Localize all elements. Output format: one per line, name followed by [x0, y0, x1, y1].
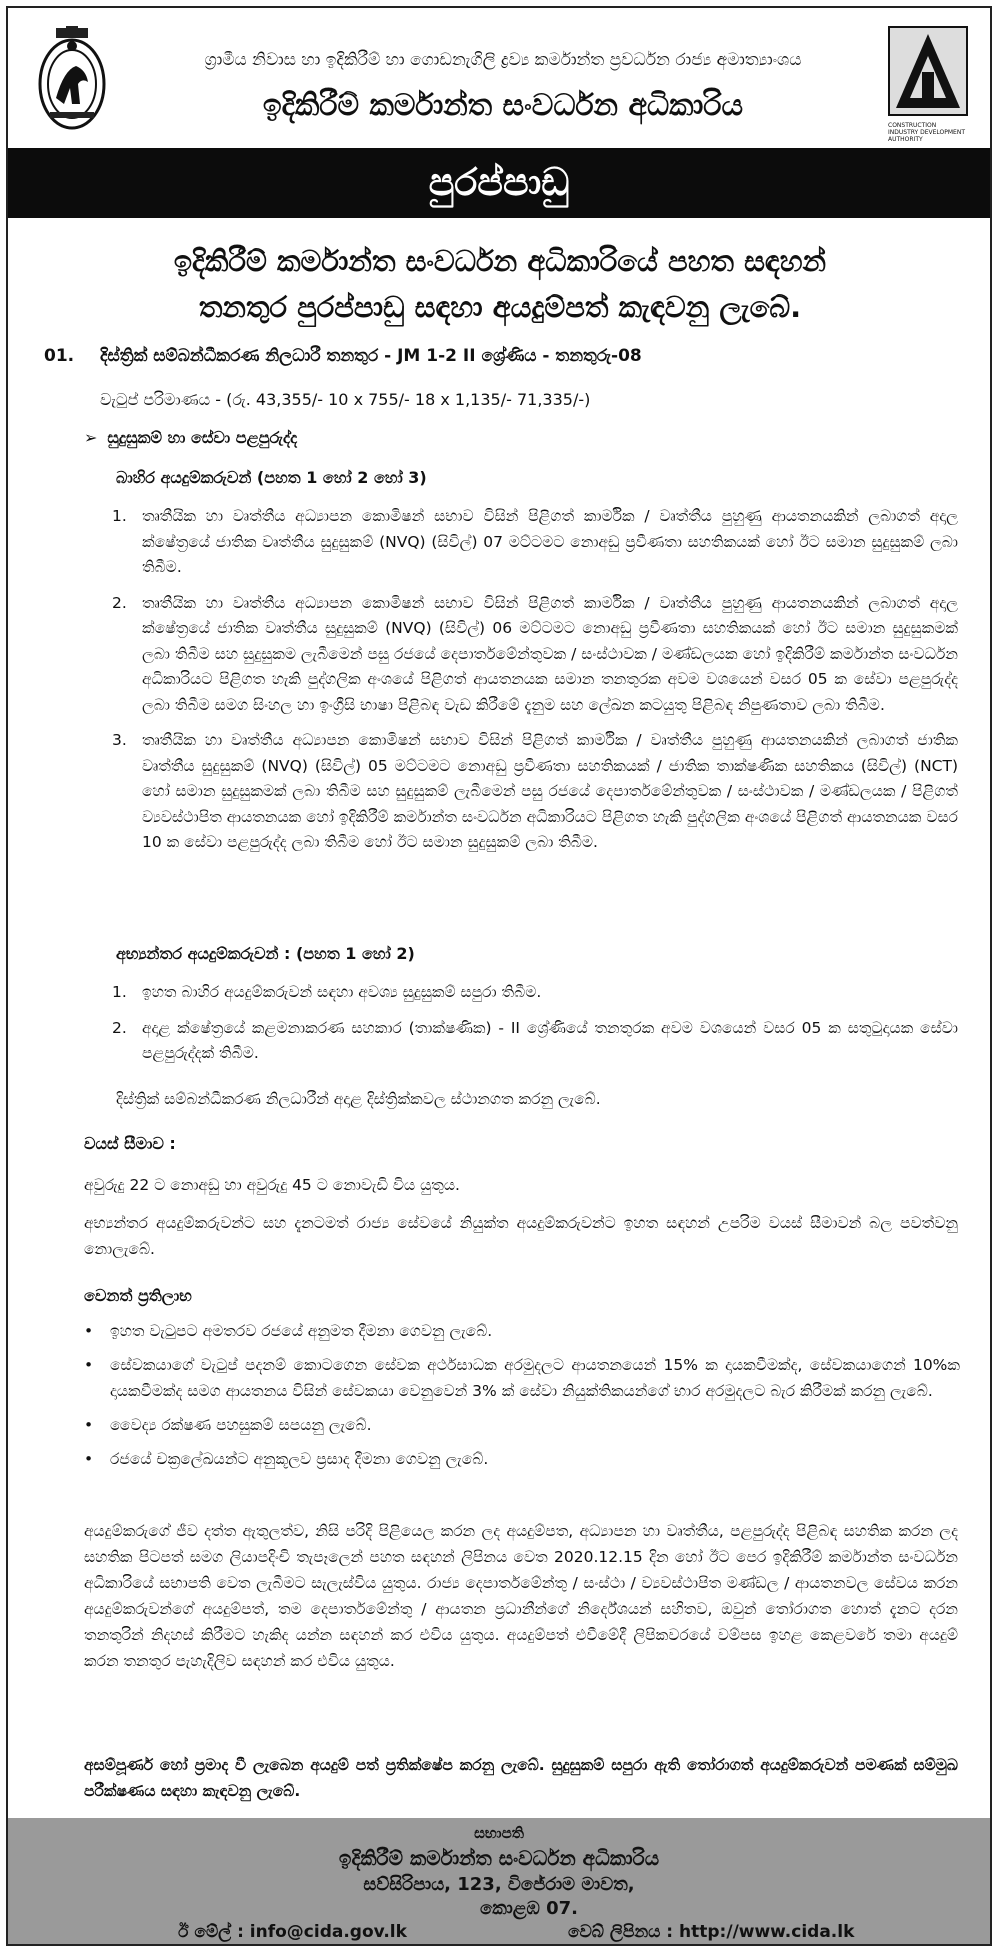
list-item: [80, 1446, 960, 1472]
arrow-bullet-icon: ➢: [84, 428, 98, 447]
cida-logo-text: CONSTRUCTION INDUSTRY DEVELOPMENT AUTHORITY: [888, 122, 965, 143]
footer-address-line-1: සව්සිරිපාය, 123, විජේරාම මාවත,: [363, 1874, 635, 1895]
header: [8, 8, 990, 143]
website-link[interactable]: http://www.cida.lk: [679, 1922, 855, 1942]
list-item-text: රජයේ චක්‍රලේඛයන්ට අනුකූලව ප්‍රසාද දීමනා ගෙවනු ලැබේ.: [110, 1450, 489, 1468]
list-item-number: 2.: [112, 593, 127, 612]
list-item-number: 1.: [112, 983, 127, 1001]
list-item-number: 3.: [112, 731, 127, 749]
list-item-text: තෘතීයික හා වෘත්තීය අධ්‍යාපන කොමිෂන් සභාව විසින් පිළිගත් කාර්මික / වෘත්තීය පුහුණු ආයතනයකින් ලබාගත් අදාල ක්ෂේත්‍රයේ ජාතික වෘත්තීය සුදුසුකම් (NVQ) (සිවිල්) 06 මට්ටමට නොඅඩු ප්‍රවීණතා සහතිකයක් හෝ ඊට සමාන සුදුසුකමක් ලබා තිබීම සහ සුදුසුකම ලැබීමෙන් පසු රජයේ දෙපාර්තමේන්තුවක / සංස්ථාවක / මණ්ඩලයක හෝ ඉදිකිරීම් කර්මාන්ත සංවර්ධන අධිකාරියට පිළිගත හැකි පුද්ගලික අංශයේ පිළිගත් ආයතනයක සමාන තනතුරක අවම වශයෙන් වසර 05 ක සේවා පළපුරුද්ද ලබා තිබීම සමග සිංහල හා ඉංග්‍රීසි භාෂා පිළිබඳ වැඩ කිරීමේ දැනුම සහ ලේඛන කටයුතු පිළිබඳ නිපුණතාව ලබා තිබීම.: [142, 593, 958, 714]
list-item-number: 2.: [112, 1018, 127, 1037]
age-limit-text: අවුරුදු 22 ට නොඅඩු හා අවුරුදු 45 ට නොවැඩි විය යුතුය.: [84, 1176, 460, 1194]
internal-qualifications-list: [112, 980, 958, 1077]
external-qualifications-list: [112, 504, 958, 866]
list-item-text: අදාළ ක්ෂේත්‍රයේ කළමනාකරණ සහකාර (තාක්ෂණික) - II ශ්‍රේණියේ තනතුරක අවම වශයෙන් වසර 05 ක සතුටුදායක සේවා පළපුරුද්දක් තිබීම.: [142, 1018, 958, 1062]
email-link[interactable]: info@cida.gov.lk: [249, 1922, 407, 1942]
list-item: [80, 1318, 960, 1344]
ministry-name: ග්‍රාමීය නිවාස හා ඉදිකිරීම් හා ගොඩනැගිලි ද්‍රව්‍ය කර්මාන්ත ප්‍රවර්ධන රාජ්‍ය අමාත්‍යාංශය: [204, 50, 802, 70]
list-item-text: ඉහත වැටුපට අමතරව රජයේ අනුමත දීමනා ගෙවනු ලැබේ.: [110, 1322, 493, 1340]
salary-value: (රු. 43,355/- 10 x 755/- 18 x 1,135/- 71,335/-): [226, 390, 591, 409]
list-item: [112, 1016, 958, 1067]
application-instructions: අයදුම්කරුගේ ජීව දත්ත ඇතුලත්ව, නිසි පරිදි පිළියෙල කරන ලද අයදුම්පත, අධ්‍යාපන හා වෘත්තීය, පළපුරුද්ද පිළිබඳ සහතික කරන ලද සහතික පිටපත් සමග ලියාපදිංචි තැපෑලෙන් පහත සඳහන් ලිපිනය වෙත 2020.12.15 දින හෝ ඊට පෙර ඉදිකිරීම් කර්මාන්ත සංවර්ධන අධිකාරියේ සභාපති වෙත ලැබීමට සැලැස්විය යුතුය. රාජ්‍ය දෙපාර්තමේන්තු / සංස්ථා / ව්‍යවස්ථාපිත මණ්ඩල / ආයතනවල සේවය කරන අයදුම්කරුවන්ගේ අයදුම්පත්, තම දෙපාර්තමේන්තු / ආයතන ප්‍රධානීන්ගේ නිර්දේශයන් සහිතව, ඔවුන් තෝරාගත හොත් දැනට දරන තනතුරින් නිදහස් කිරීමට හැකිද යන්න සඳහන් කර එවිය යුතුය. අයදුම්පත් එවීමේදී ලිපිකවරයේ වම්පස ඉහළ කෙළවරේ තමා අයදුම් කරන තනතුර පැහැදිලිව සඳහන් කර එවිය යුතුය.: [84, 1522, 958, 1670]
footer-designation: සභාපති: [474, 1824, 524, 1842]
cida-logo-icon: [888, 26, 968, 116]
footer-email: [178, 1922, 407, 1942]
other-benefits-heading: වෙනත් ප්‍රතිලාභ: [84, 1286, 192, 1305]
bullet-icon: •: [84, 1450, 94, 1468]
intro-line-1: ඉදිකිරීම් කර්මාන්ත සංවර්ධන අධිකාරියේ පහත සඳහන්: [173, 244, 827, 278]
age-limit-note: අභ්‍යන්තර අයදුම්කරුවන්ට සහ දැනටමත් රාජ්‍ය සේවයේ නියුක්ත අයදුම්කරුවන්ට ඉහත සඳහන් උපරිම වයස් සීමාවන් බල පවත්වනු නොලැබේ.: [84, 1214, 958, 1258]
footer: [8, 1818, 990, 1944]
list-item-text: වෛද්‍ය රක්ෂණ පහසුකම් සපයනු ලැබේ.: [110, 1416, 372, 1434]
internal-applicants-heading: අභ්‍යන්තර අයදුම්කරුවන් : (පහත 1 හෝ 2): [116, 944, 415, 963]
intro-text: [60, 238, 940, 330]
post-title: දිස්ත්‍රික් සම්බන්ධීකරණ නිලධාරී තනතුර - JM 1-2 II ශ්‍රේණිය - තනතුරු-08: [100, 346, 642, 366]
list-item-text: තෘතීයික හා වෘත්තීය අධ්‍යාපන කොමිෂන් සභාව විසින් පිළිගත් කාර්මික / වෘත්තීය පුහුණු ආයතනයකින් ලබාගත් ජාතික වෘත්තීය සුදුසුකම් (NVQ) (සිවිල්) 05 මට්ටමට නොඅඩු ප්‍රවීණතා සහතිකයක් / ජාතික තාක්ෂණික සහතිකය (සිවිල්) (NCT) හෝ සමාන සුදුසුකමක් ලබා තිබීම සහ සුදුසුකම් ලැබීමෙන් පසු රජයේ දෙපාර්තමේන්තුවක / සංස්ථාවක / මණ්ඩලයක / පිළිගත් ව්‍යවස්ථාපිත ආයතනයක හෝ ඉදිකිරීම් කර්මාන්ත සංවර්ධන අධිකාරියට පිළිගත හැකි පුද්ගලික අංශයේ පිළිගත් ආයතනයක වසර 10 ක සේවා පළපුරුද්ද ලබා තිබීම හෝ ඊට සමාන සුදුසුකම් ලබා තිබීම.: [142, 731, 958, 851]
qualifications-heading: [84, 428, 297, 448]
footer-address-line-2: කොළඹ 07.: [479, 1898, 579, 1919]
website-label: වෙබ් ලිපිනය :: [568, 1922, 674, 1942]
rejection-notice: අසම්පූර්ණ හෝ ප්‍රමාද වී ලැබෙන අයදුම් පත් ප්‍රතික්ෂේප කරනු ලැබේ. සුදුසුකම් සපුරා ඇති තෝරාගත් අයදුම්කරුවන් පමණක් සම්මුඛ පරීක්ෂණය සඳහා කැඳවනු ලැබේ.: [84, 1756, 958, 1800]
district-placement-note: දිස්ත්‍රික් සම්බන්ධීකරණ නිලධාරීන් අදාළ දිස්ත්‍රික්කවල ස්ථානගත කරනු ලැබේ.: [116, 1090, 601, 1108]
title-bar: [8, 148, 990, 218]
intro-line-2: තනතුර පුරප්පාඩු සඳහා අයදුම්පත් කැඳවනු ලැබේ.: [198, 290, 802, 324]
authority-name: ඉදිකිරීම් කර්මාන්ත සංවර්ධන අධිකාරිය: [262, 88, 744, 123]
external-applicants-heading: බාහිර අයදුම්කරුවන් (පහත 1 හෝ 2 හෝ 3): [116, 468, 427, 487]
email-label: ඊ මේල් :: [178, 1922, 244, 1942]
page-title: පුරප්පාඩු: [428, 160, 570, 204]
list-item: [112, 728, 958, 856]
list-item: [112, 591, 958, 719]
government-emblem-icon: [36, 26, 108, 136]
list-item: [112, 980, 958, 1006]
list-item: [80, 1412, 960, 1438]
list-item-number: 1.: [112, 507, 127, 525]
salary-scale: [100, 390, 940, 410]
salary-label: වැටුප් පරිමාණය -: [100, 390, 221, 409]
age-limit-heading: වයස් සීමාව :: [84, 1134, 176, 1153]
bullet-icon: •: [84, 1416, 94, 1434]
list-item-text: ඉහත බාහිර අයදුම්කරුවන් සඳහා අවශ්‍ය සුදුසුකම් සපුරා තිබීම.: [142, 983, 542, 1001]
post-number: 01.: [44, 346, 75, 366]
list-item: [112, 504, 958, 581]
footer-website: [568, 1922, 854, 1942]
list-item-text: සේවකයාගේ වැටුප් පදනම් කොටගෙන සේවක අර්ථසාධක අරමුදලට ආයතනයෙන් 15% ක දායකවීමක්ද, සේවකයාගෙන් 10%ක දායකවීමක්ද සමග ආයතනය විසින් සේවකයා වෙනුවෙන් 3% ක් සේවා නියුක්තිකයන්ගේ භාර අරමුදලට බැර කිරීමක් කරනු ලැබේ.: [110, 1356, 960, 1400]
bullet-icon: •: [84, 1356, 94, 1374]
post-heading: [44, 346, 944, 366]
list-item-text: තෘතීයික හා වෘත්තීය අධ්‍යාපන කොමිෂන් සභාව විසින් පිළිගත් කාර්මික / වෘත්තීය පුහුණු ආයතනයකින් ලබාගත් අදාල ක්ෂේත්‍රයේ ජාතික වෘත්තීය සුදුසුකම් (NVQ) (සිවිල්) 07 මට්ටමට නොඅඩු ප්‍රවීණතා සහතිකයක් හෝ ඊට සමාන සුදුසුකම් ලබා තිබීම.: [142, 507, 958, 576]
list-item: [80, 1352, 960, 1404]
footer-authority: ඉදිකිරීම් කර්මාන්ත සංවර්ධන අධිකාරිය: [338, 1846, 660, 1870]
benefits-list: [80, 1318, 960, 1480]
bullet-icon: •: [84, 1322, 94, 1340]
qualifications-heading-text: සුදුසුකම් හා සේවා පළපුරුද්ද: [107, 428, 298, 447]
cida-logo: [888, 26, 968, 143]
